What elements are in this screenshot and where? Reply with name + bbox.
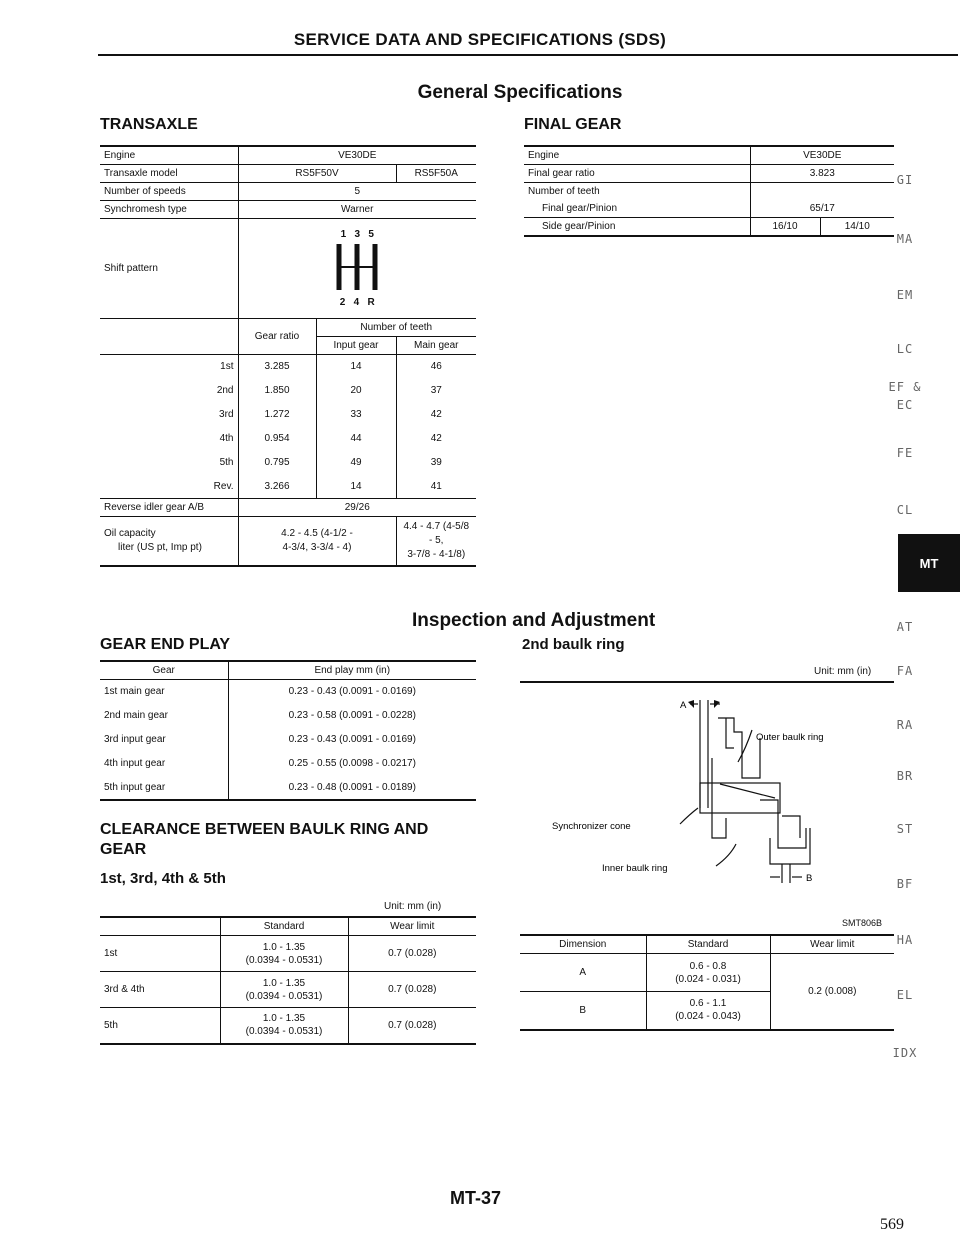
diagram-label-inner: Inner baulk ring (602, 863, 668, 874)
baulk2-dim-a: A (579, 967, 587, 978)
oil-a-line2: 4-3/4, 3-3/4 - 4) (282, 542, 352, 553)
input-gear-value: 49 (316, 451, 396, 475)
oil-label-line1: Oil capacity (104, 528, 156, 539)
gear-ratio-header: Gear ratio (238, 319, 316, 355)
sidebar-tab-ec[interactable]: EC (896, 398, 914, 412)
baulk2-col-std: Standard (646, 935, 770, 954)
clearance-wear: 0.7 (0.028) (348, 972, 476, 1008)
synchro-value: Warner (238, 201, 476, 219)
clearance-title-line2: GEAR (100, 841, 147, 858)
transaxle-model-b: RS5F50A (396, 165, 476, 183)
engine-label: Engine (104, 150, 136, 161)
sidebar-tab-ra[interactable]: RA (896, 718, 914, 732)
gear-ratio-value: 3.266 (238, 475, 316, 499)
end-play-gear: 3rd input gear (104, 734, 166, 745)
sidebar-tab-br[interactable]: BR (896, 769, 914, 783)
clearance-col-standard: Standard (220, 917, 348, 936)
teeth-header: Number of teeth (316, 319, 476, 337)
diagram-label-b: B (806, 873, 813, 884)
gear-row-label: 3rd (219, 409, 234, 420)
sidebar-tab-cl[interactable]: CL (896, 503, 914, 517)
sidebar-tab-gi[interactable]: GI (896, 173, 914, 187)
final-gear-table (524, 145, 894, 237)
main-gear-value: 39 (396, 451, 476, 475)
oil-capacity-a (238, 517, 396, 567)
diagram-label-a: A (680, 700, 687, 711)
clearance-heading (100, 820, 428, 860)
speeds-label: Number of speeds (104, 186, 186, 197)
main-gear-value: 46 (396, 355, 476, 379)
main-gear-header: Main gear (396, 337, 476, 355)
gear-ratio-value: 1.850 (238, 379, 316, 403)
end-play-gear: 1st main gear (104, 686, 165, 698)
clearance-gear: 1st (104, 948, 118, 959)
sidebar-tab-el[interactable]: EL (896, 988, 914, 1002)
page-code: MT-37 (450, 1188, 502, 1208)
fg-side-label: Side gear/Pinion (542, 221, 616, 232)
fg-side-b: 14/10 (820, 218, 894, 237)
input-gear-value: 33 (316, 403, 396, 427)
baulk2-col-wear: Wear limit (770, 935, 894, 954)
shift-pattern-cell (238, 219, 476, 319)
shift-top-numbers: 1 3 5 (340, 229, 374, 240)
end-play-table (100, 660, 476, 801)
sidebar-tab-ha[interactable]: HA (896, 933, 914, 947)
shift-n-label: N (354, 256, 361, 266)
oil-capacity-b (396, 517, 476, 567)
gear-ratio-value: 0.954 (238, 427, 316, 451)
input-gear-value: 20 (316, 379, 396, 403)
fg-engine-value: VE30DE (750, 146, 894, 165)
input-gear-value: 14 (316, 355, 396, 379)
oil-a-line1: 4.2 - 4.5 (4-1/2 - (281, 528, 353, 539)
fg-teeth-label: Number of teeth (528, 186, 600, 197)
clearance-standard: 1.0 - 1.35 (0.0394 - 0.0531) (220, 972, 348, 1008)
gear-ratio-value: 1.272 (238, 403, 316, 427)
gear-row-label: Rev. (213, 480, 234, 492)
end-play-col-value: End play mm (in) (228, 661, 476, 680)
gear-ratio-value: 3.285 (238, 355, 316, 379)
input-gear-value: 14 (316, 475, 396, 499)
main-gear-value: 41 (396, 475, 476, 499)
fg-ratio-label: Final gear ratio (528, 168, 595, 179)
reverse-idler-label: Reverse idler gear A/B (104, 502, 205, 513)
baulk2-wear: 0.2 (0.008) (770, 954, 894, 1030)
inspection-heading: Inspection and Adjustment (412, 610, 656, 631)
transaxle-table (100, 145, 476, 567)
fg-side-a: 16/10 (750, 218, 820, 237)
fg-pinion-label: Final gear/Pinion (542, 203, 618, 214)
baulk2-table (520, 934, 894, 1031)
clearance-gear: 3rd & 4th (104, 984, 145, 995)
diagram-label-synchro: Synchronizer cone (552, 821, 631, 832)
transaxle-model-label: Transaxle model (104, 168, 178, 179)
speeds-value: 5 (238, 183, 476, 201)
end-play-value: 0.23 - 0.43 (0.0091 - 0.0169) (228, 680, 476, 704)
input-gear-value: 44 (316, 427, 396, 451)
gear-ratio-value: 0.795 (238, 451, 316, 475)
fg-engine-label: Engine (528, 150, 560, 161)
end-play-value: 0.23 - 0.43 (0.0091 - 0.0169) (228, 728, 476, 752)
baulk2-dim-b: B (579, 1004, 587, 1016)
end-play-col-gear: Gear (152, 665, 175, 676)
baulk2-std-b: 0.6 - 1.1 (0.024 - 0.043) (646, 992, 770, 1030)
baulk2-std-a: 0.6 - 0.8 (0.024 - 0.031) (646, 954, 770, 992)
fg-ratio-value: 3.823 (750, 165, 894, 183)
gear-row-label: 5th (219, 457, 234, 468)
clearance-title-line1: CLEARANCE BETWEEN BAULK RING AND (100, 821, 429, 838)
clearance-table (100, 916, 476, 1045)
main-gear-value: 42 (396, 403, 476, 427)
gear-row-label: 2nd (216, 385, 234, 396)
end-play-gear: 4th input gear (104, 758, 166, 769)
end-play-gear: 5th input gear (104, 781, 166, 793)
clearance-wear: 0.7 (0.028) (348, 936, 476, 972)
oil-label-line2: liter (US pt, Imp pt) (118, 542, 202, 553)
page-number: 569 (880, 1216, 904, 1233)
reverse-idler-value: 29/26 (238, 499, 476, 517)
clearance-unit: Unit: mm (in) (384, 901, 442, 912)
clearance-standard: 1.0 - 1.35 (0.0394 - 0.0531) (220, 936, 348, 972)
end-play-value: 0.23 - 0.58 (0.0091 - 0.0228) (228, 704, 476, 728)
sidebar-tab-at[interactable]: AT (896, 620, 914, 634)
figure-id: SMT806B (842, 918, 883, 928)
sidebar-tab-mt-active[interactable]: MT (898, 534, 960, 592)
baulk2-col-dim: Dimension (559, 939, 607, 950)
engine-value: VE30DE (238, 146, 476, 165)
clearance-standard: 1.0 - 1.35 (0.0394 - 0.0531) (220, 1008, 348, 1044)
gear-row-label: 1st (220, 361, 234, 373)
transaxle-heading: TRANSAXLE (100, 116, 198, 133)
header-rule (98, 54, 958, 56)
sidebar-tab-ma[interactable]: MA (896, 232, 914, 246)
oil-b-line1: 4.4 - 4.7 (4-5/8 - 5, (403, 521, 470, 546)
final-gear-heading: FINAL GEAR (524, 116, 622, 133)
shift-pattern-icon (327, 240, 387, 294)
gear-row-label: 4th (219, 433, 234, 444)
main-gear-value: 37 (396, 379, 476, 403)
oil-b-line2: 3-7/8 - 4-1/8) (407, 549, 466, 560)
clearance-gear: 5th (104, 1019, 118, 1031)
baulk-ring-diagram (520, 688, 900, 903)
clearance-col-wear: Wear limit (348, 917, 476, 936)
input-gear-header: Input gear (316, 337, 396, 355)
sidebar-tab-idx[interactable]: IDX (892, 1046, 918, 1060)
sidebar-tab-em[interactable]: EM (896, 288, 914, 302)
diagram-label-outer: Outer baulk ring (756, 732, 824, 743)
sidebar-tab-lc[interactable]: LC (896, 342, 914, 356)
shift-bottom-numbers: 2 4 R (339, 297, 375, 308)
clearance-subtitle: 1st, 3rd, 4th & 5th (100, 870, 226, 887)
end-play-gear: 2nd main gear (104, 710, 168, 721)
sidebar-tab-bf[interactable]: BF (896, 877, 914, 891)
synchro-label: Synchromesh type (104, 204, 187, 215)
fg-pinion-value: 65/17 (750, 200, 894, 218)
sidebar-tab-ef[interactable]: EF & (888, 380, 922, 394)
end-play-value: 0.25 - 0.55 (0.0098 - 0.0217) (228, 752, 476, 776)
shift-pattern-label: Shift pattern (104, 263, 158, 274)
oil-capacity-label (100, 517, 238, 567)
sidebar-tab-fe[interactable]: FE (896, 446, 914, 460)
general-specifications-heading: General Specifications (417, 82, 623, 103)
baulk2-heading: 2nd baulk ring (522, 636, 625, 653)
page-header-title: SERVICE DATA AND SPECIFICATIONS (SDS) (293, 30, 667, 49)
gear-end-play-heading: GEAR END PLAY (100, 636, 231, 653)
end-play-value: 0.23 - 0.48 (0.0091 - 0.0189) (228, 776, 476, 800)
main-gear-value: 42 (396, 427, 476, 451)
sidebar-tab-st[interactable]: ST (896, 822, 914, 836)
transaxle-model-a: RS5F50V (238, 165, 396, 183)
clearance-wear: 0.7 (0.028) (348, 1008, 476, 1044)
baulk2-unit: Unit: mm (in) (814, 666, 872, 677)
sidebar-tab-fa[interactable]: FA (896, 664, 914, 678)
baulk2-rule (520, 681, 894, 683)
